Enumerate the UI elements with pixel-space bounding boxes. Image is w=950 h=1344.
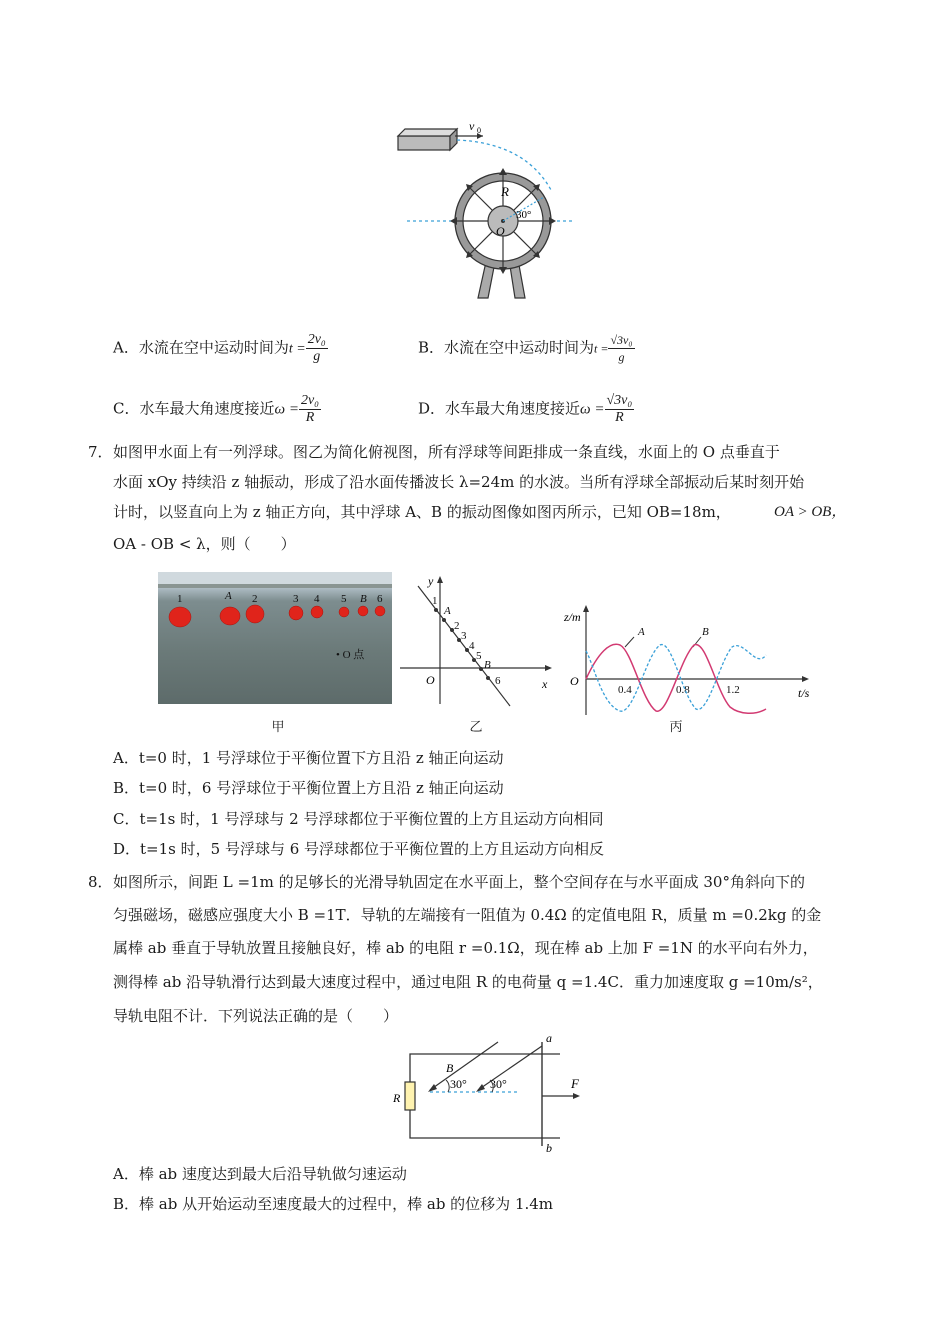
resistor-r	[405, 1082, 415, 1110]
svg-text:0.4: 0.4	[618, 684, 632, 696]
q7-condition-1: OA > OB，	[774, 504, 847, 520]
svg-text:B: B	[484, 659, 491, 671]
q8-option-a[interactable]: A．棒 ab 速度达到最大后沿导轨做匀速运动	[113, 1165, 407, 1183]
q8-text-line-2: 匀强磁场，磁感应强度大小 B =1T．导轨的左端接有一阻值为 0.4Ω 的定值电阻 R，质量 m =0.2kg 的金	[113, 906, 822, 924]
q8-text-line-4: 测得棒 ab 沿导轨滑行达到最大速度过程中，通过电阻 R 的电荷量 q =1.4C．重力加速度取 g =10m/s²，	[113, 973, 823, 991]
q8-option-b[interactable]: B．棒 ab 从开始运动至速度最大的过程中，棒 ab 的位移为 1.4m	[113, 1195, 554, 1213]
v0-label: v	[469, 119, 475, 133]
caption-jia: 甲	[271, 720, 285, 735]
svg-text:A: A	[638, 626, 645, 638]
svg-text:O: O	[426, 673, 435, 687]
q7-option-d[interactable]: D．t=1s 时，5 号浮球与 6 号浮球都位于平衡位置的上方且运动方向相反	[113, 840, 605, 858]
trough	[398, 136, 450, 150]
q6-option-d[interactable]: D．水车最大角速度接近ω = $\frac{\text{√3v₀}}{R}$	[418, 393, 633, 425]
q7-text-line-4: OA - OB < λ，则（ ）	[113, 535, 296, 553]
svg-text:t/s: t/s	[798, 686, 810, 700]
svg-text:2: 2	[454, 620, 460, 632]
svg-text:F: F	[571, 1076, 579, 1091]
svg-text:5: 5	[341, 593, 347, 605]
caption-yi: 乙	[469, 720, 483, 735]
svg-text:6: 6	[377, 593, 383, 605]
q7-option-a[interactable]: A．t=0 时，1 号浮球位于平衡位置下方且沿 z 轴正向运动	[113, 749, 504, 767]
svg-text:3: 3	[461, 630, 467, 642]
svg-text:• O 点: • O 点	[336, 649, 365, 661]
svg-text:30°: 30°	[450, 1077, 467, 1091]
svg-text:R: R	[393, 1091, 401, 1105]
svg-text:1: 1	[432, 595, 438, 607]
q8-text-line-1: 如图所示，间距 L =1m 的足够长的光滑导轨固定在水平面上，整个空间存在与水平面成 30°角斜向下的	[113, 873, 805, 891]
svg-text:z/m: z/m	[564, 610, 581, 624]
q6-option-b[interactable]: B．水流在空中运动时间为t = $\frac{\text{√3v₀}}{g}$	[418, 333, 633, 364]
top-view-figure	[398, 572, 558, 712]
svg-text:5: 5	[476, 650, 482, 662]
svg-text:2: 2	[252, 593, 258, 605]
q7-text-line-2: 水面 xOy 持续沿 z 轴振动，形成了沿水面传播波长 λ=24m 的水波。当所有浮球全部振动后某时刻开始	[113, 473, 805, 491]
svg-text:4: 4	[314, 593, 320, 605]
svg-text:0: 0	[477, 126, 481, 135]
trough-top	[398, 129, 457, 136]
q8-text-line-3: 属棒 ab 垂直于导轨放置且接触良好，棒 ab 的电阻 r =0.1Ω，现在棒 ab 上加 F =1N 的水平向右外力，	[113, 939, 818, 957]
svg-text:1: 1	[177, 593, 183, 605]
svg-text:y: y	[428, 574, 434, 588]
svg-text:B: B	[446, 1061, 454, 1075]
q8-number: 8．	[88, 873, 113, 891]
svg-text:x: x	[542, 677, 548, 691]
caption-bing: 丙	[669, 720, 683, 735]
svg-text:A: A	[444, 605, 451, 617]
q7-option-c[interactable]: C．t=1s 时，1 号浮球与 2 号浮球都位于平衡位置的上方且运动方向相同	[113, 810, 604, 828]
vibration-graph	[560, 605, 820, 717]
buoy-photo	[158, 572, 392, 704]
q7-text-line-3: 计时，以竖直向上为 z 轴正方向，其中浮球 A、B 的振动图像如图丙所示，已知 OB=18m，	[113, 503, 731, 521]
q7-option-b[interactable]: B．t=0 时，6 号浮球位于平衡位置上方且沿 z 轴正向运动	[113, 779, 504, 797]
q7-number: 7．	[88, 443, 113, 461]
svg-text:0.8: 0.8	[676, 684, 690, 696]
svg-text:b: b	[546, 1141, 552, 1155]
svg-text:A: A	[225, 590, 232, 602]
svg-text:a: a	[546, 1032, 552, 1045]
svg-text:O: O	[570, 674, 579, 688]
svg-text:4: 4	[469, 640, 475, 652]
curve-b	[586, 645, 766, 712]
q6-option-c[interactable]: C．水车最大角速度接近ω = $\frac{\text{2v₀}}{R}$	[113, 393, 320, 425]
water-wheel-figure	[395, 118, 585, 303]
svg-text:B: B	[702, 626, 709, 638]
svg-text:30°: 30°	[490, 1077, 507, 1091]
q7-text-line-1: 如图甲水面上有一列浮球。图乙为简化俯视图，所有浮球等间距排成一条直线，水面上的 O 点垂直于	[113, 443, 780, 461]
q6-option-a[interactable]: A．水流在空中运动时间为t = $\frac{\text{2v₀}}{g}$	[113, 332, 326, 364]
svg-text:3: 3	[293, 593, 299, 605]
center-label: O	[496, 224, 505, 238]
svg-text:6: 6	[495, 675, 501, 687]
svg-text:B: B	[360, 593, 367, 605]
q8-text-line-5: 导轨电阻不计．下列说法正确的是（ ）	[113, 1007, 399, 1025]
angle-label: 30°	[516, 209, 532, 221]
circuit-figure	[390, 1032, 600, 1156]
svg-text:1.2: 1.2	[726, 684, 740, 696]
radius-label: R	[501, 184, 509, 199]
